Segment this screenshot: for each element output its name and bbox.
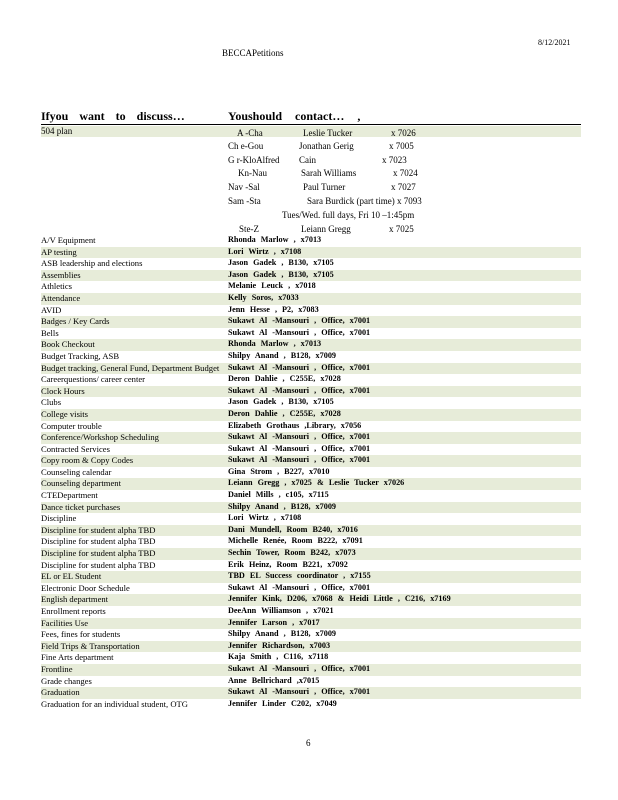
contact-cell: Rhonda Marlow , x7013 [228,235,322,244]
table-row [41,664,581,676]
plan-504-ext: x 7026 [391,128,416,138]
topic-cell: AP testing [41,247,228,259]
contact-cell: Shilpy Anand , B128, x7009 [228,629,337,639]
contact-cell: Michelle Renée, Room B222, x7091 [228,536,363,546]
table-row [41,235,581,247]
contact-cell: Daniel Mills , c105, x7115 [228,490,329,500]
contact-cell: Jenn Hesse , P2, x7083 [228,304,319,314]
table-row [41,421,581,433]
topic-cell: Counseling calendar [41,466,112,477]
topic-cell: Bells [41,327,59,338]
table-row [41,444,581,456]
topic-cell: Counseling department [41,478,228,490]
topic-cell: Budget Tracking, ASB [41,350,120,361]
topic-cell: Budget tracking, General Fund, Department Budget [41,363,228,375]
column-header-topic: Ifyou want to discuss… [41,109,210,125]
topic-cell: EL or EL Student [41,571,228,583]
contact-cell: Deron Dahlie , C255E, x7028 [228,374,341,384]
table-row [41,397,581,409]
contact-cell: Jason Gadek , B130, x7105 [228,397,334,407]
contact-cell: Rhonda Marlow , x7013 [228,339,581,351]
plan-504-block [41,126,581,236]
column-header-contact: Youshould contact… , [228,109,383,125]
topic-cell: Fees, fines for students [41,629,121,640]
contact-cell: Sukawt Al -Mansouri , Office, x7001 [228,316,581,328]
contact-cell: Sukawt Al -Mansouri , Office, x7001 [228,664,581,676]
contact-cell: Dani Mundell, Room B240, x7016 [228,525,581,537]
topic-cell: College visits [41,409,228,421]
contact-cell: Elizabeth Grothaus ,Library, x7056 [228,420,362,430]
contact-cell: Sukawt Al -Mansouri , Office, x7001 [228,363,581,375]
plan-504-name: Jonathan Gerig [299,141,354,151]
table-row [41,606,581,618]
table-row [41,629,581,641]
contact-cell: Jennifer Richardson, x7003 [228,641,581,653]
plan-504-ext: x 7025 [389,224,414,234]
table-row [41,363,581,375]
contacts-table [41,235,581,710]
table-row [41,258,581,270]
contact-cell: Melanie Leuck , x7018 [228,281,316,291]
plan-504-range: A -Cha [237,128,263,138]
contact-cell: Sukawt Al -Mansouri , Office, x7001 [228,432,581,444]
table-row [41,594,581,606]
topic-cell: Book Checkout [41,339,228,351]
plan-504-range: Sam -Sta [228,196,261,206]
table-row [41,652,581,664]
topic-cell: Electronic Door Schedule [41,582,130,593]
page-number: 6 [306,738,311,748]
plan-504-ext: x 7005 [389,141,414,151]
topic-cell: AVID [41,304,62,315]
contact-cell: Jennifer Larson , x7017 [228,618,581,630]
topic-cell: Enrollment reports [41,606,106,616]
table-row [41,467,581,479]
table-row [41,374,581,386]
plan-504-name: Leiann Gregg [301,224,351,234]
header-rule [41,124,581,125]
table-row [41,571,581,583]
table-row [41,351,581,363]
table-row [41,490,581,502]
table-row [41,305,581,317]
plan-504-name: Cain [299,155,316,165]
topic-cell: Clubs [41,397,62,408]
topic-cell: Fine Arts department [41,652,114,663]
topic-cell: CTEDepartment [41,490,98,501]
contact-cell: Jennifer Linder C202, x7049 [228,698,337,708]
table-row [41,525,581,537]
plan-504-range: Ch e-Gou [228,141,264,151]
contact-cell: Jason Gadek , B130, x7105 [228,258,334,268]
contact-cell: Kaja Smith , C116, x7118 [228,652,329,662]
table-row [41,270,581,282]
table-row [41,432,581,444]
topic-cell: Copy room & Copy Codes [41,455,228,467]
table-row [41,502,581,514]
plan-504-range: Kn-Nau [238,168,267,178]
topic-cell: Assemblies [41,270,228,282]
contact-cell: Lori Wirtz , x7108 [228,247,581,259]
column-header-row [41,109,581,125]
topic-cell: Attendance [41,293,228,305]
topic-cell: Field Trips & Transportation [41,641,228,653]
table-row [41,513,581,525]
table-row [41,247,581,259]
table-row [41,328,581,340]
table-row [41,699,581,711]
header-date: 8/12/2021 [538,38,571,47]
contact-cell: Lori Wirtz , x7108 [228,513,302,523]
plan-504-range: G r-KloAlfred [228,155,280,165]
contact-cell: Jennifer Kink, D206, x7068 & Heidi Little , C216, x7169 [228,594,581,606]
plan-504-hours: Tues/Wed. full days, Fri 10 –1:45pm [282,210,415,220]
contact-cell: Gina Strom , B227, x7010 [228,466,330,476]
plan-504-range: Nav -Sal [228,182,260,192]
topic-cell: ASB leadership and elections [41,258,143,269]
topic-cell: Careerquestions/ career center [41,374,146,385]
topic-cell: Grade changes [41,675,92,686]
topic-cell: Graduation [41,687,228,699]
contact-cell: TBD EL Success coordinator , x7155 [228,571,581,583]
contact-cell: Sukawt Al -Mansouri , Office, x7001 [228,582,371,592]
topic-cell: Computer trouble [41,420,102,431]
topic-cell: Conference/Workshop Scheduling [41,432,228,444]
table-row [41,560,581,572]
contact-cell: Sukawt Al -Mansouri , Office, x7001 [228,687,581,699]
contact-cell: Shilpy Anand , B128, x7009 [228,502,581,514]
topic-cell: Frontline [41,664,228,676]
table-row [41,618,581,630]
table-row [41,676,581,688]
contact-cell: Sechin Tower, Room B242, x7073 [228,548,581,560]
contact-cell: Leiann Gregg , x7025 & Leslie Tucker x7026 [228,478,581,490]
plan-504-ext: x 7023 [382,155,407,165]
table-row [41,478,581,490]
contact-cell: Sukawt Al -Mansouri , Office, x7001 [228,386,581,398]
topic-cell: Contracted Services [41,443,110,454]
contact-cell: Erik Heinz, Room B221, x7092 [228,559,348,569]
plan-504-name: Leslie Tucker [303,128,353,138]
table-row [41,409,581,421]
contact-cell: Kelly Soros, x7033 [228,293,581,305]
topic-cell: A/V Equipment [41,235,96,245]
contact-cell: Shilpy Anand , B128, x7009 [228,350,337,360]
plan-504-ext: x 7027 [391,182,416,192]
contact-cell: Deron Dahlie , C255E, x7028 [228,409,581,421]
plan-504-range: Ste-Z [239,224,259,234]
topic-cell: Discipline for student alpha TBD [41,525,228,537]
plan-504-name: Paul Turner [303,182,346,192]
table-row [41,293,581,305]
plan-504-topic: 504 plan [41,126,73,136]
topic-cell: English department [41,594,228,606]
topic-cell: Athletics [41,281,73,292]
topic-cell: Facilities Use [41,618,228,630]
plan-504-name: Sara Burdick (part time) x 7093 [307,196,422,206]
table-row [41,281,581,293]
table-row [41,455,581,467]
plan-504-ext: x 7024 [393,168,418,178]
topic-cell: Badges / Key Cards [41,316,228,328]
table-row [41,641,581,653]
contact-cell: Sukawt Al -Mansouri , Office, x7001 [228,443,371,453]
topic-cell: Discipline for student alpha TBD [41,559,156,570]
table-row [41,548,581,560]
topic-cell: Discipline for student alpha TBD [41,548,228,560]
topic-cell: Discipline for student alpha TBD [41,536,156,547]
contact-cell: Sukawt Al -Mansouri , Office, x7001 [228,327,371,337]
table-row [41,339,581,351]
plan-504-name: Sarah Williams [301,168,357,178]
document-title: BECCAPetitions [222,48,284,58]
table-row [41,536,581,548]
table-row [41,316,581,328]
contact-cell: DeeAnn Williamson , x7021 [228,606,334,615]
topic-cell: Clock Hours [41,386,228,398]
topic-cell: Discipline [41,513,77,524]
table-row [41,386,581,398]
table-row [41,687,581,699]
contact-cell: Anne Bellrichard ,x7015 [228,675,320,685]
contact-cell: Jason Gadek , B130, x7105 [228,270,581,282]
table-row [41,583,581,595]
topic-cell: Graduation for an individual student, OTG [41,698,189,709]
topic-cell: Dance ticket purchases [41,502,228,514]
contact-cell: Sukawt Al -Mansouri , Office, x7001 [228,455,581,467]
